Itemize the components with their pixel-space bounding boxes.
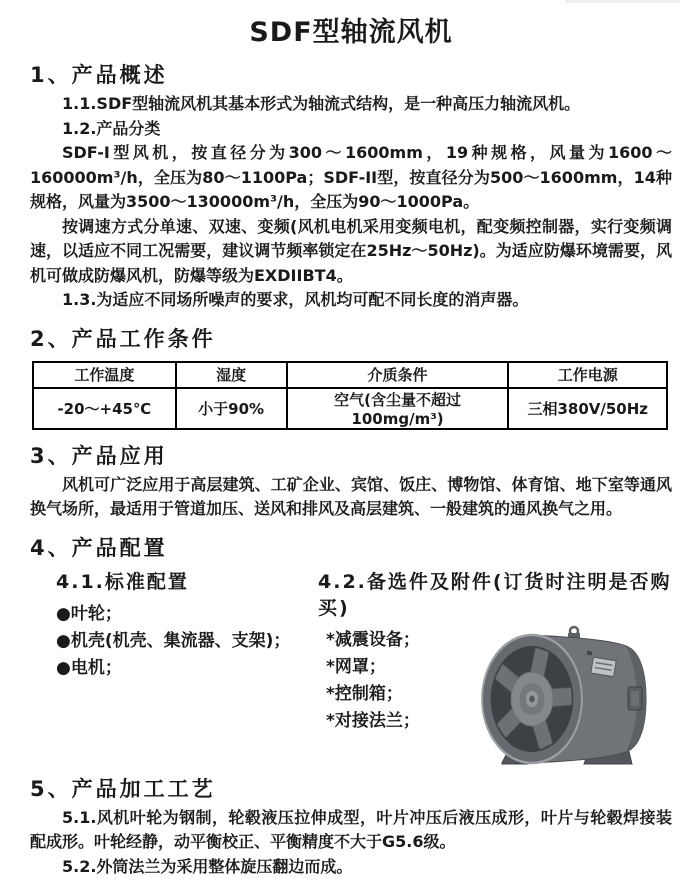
standard-config-column xyxy=(30,565,318,775)
list-item-mesh: *网罩； xyxy=(326,654,468,681)
list-item-impeller: ●叶轮； xyxy=(56,601,318,628)
section-2-heading: 2、产品工作条件 xyxy=(30,325,672,353)
section-5-para-5-2: 5.2.外筒法兰为采用整体旋压翻边而成。 xyxy=(30,855,672,879)
section-3-para-application: 风机可广泛应用于高层建筑、工矿企业、宾馆、饭庄、博物馆、体育馆、地下室等通风换气场所，最适用于管道加压、送风和排风及高层建筑、一般建筑的通风换气之用。 xyxy=(30,473,672,522)
header-cell-temperature: 工作温度 xyxy=(33,362,176,388)
section-1-para-classification: SDF-I型风机，按直径分为300～1600mm，19种规格，风量为1600～160000m³/h，全压为80～1100Pa；SDF-II型，按直径分为500～1600mm，14种规格，风量为3500～130000m³/h，全压为90～1000Pa。 xyxy=(30,141,672,215)
cell-temperature: -20～+45℃ xyxy=(33,388,176,429)
cell-medium: 空气(含尘量不超过100mg/m³) xyxy=(287,388,509,429)
list-item-motor: ●电机； xyxy=(56,655,318,682)
table-header-row xyxy=(33,362,667,388)
section-4-heading: 4、产品配置 xyxy=(30,534,672,562)
section-3-heading: 3、产品应用 xyxy=(30,442,672,470)
optional-config-body xyxy=(318,627,672,775)
optional-config-column xyxy=(318,565,672,775)
table-row xyxy=(33,388,667,429)
header-cell-humidity: 湿度 xyxy=(176,362,287,388)
fan-nameplate-rivet xyxy=(587,650,593,655)
list-item-controlbox: *控制箱； xyxy=(326,681,468,708)
axial-fan-product-photo xyxy=(468,623,658,775)
list-item-damping: *减震设备； xyxy=(326,627,468,654)
header-cell-power: 工作电源 xyxy=(508,362,667,388)
optional-config-list xyxy=(318,627,468,735)
axial-fan-illustration xyxy=(468,623,658,775)
section-1-para-1-2: 1.2.产品分类 xyxy=(30,117,672,142)
standard-config-list xyxy=(30,601,318,682)
section-1-para-1-1: 1.1.SDF型轴流风机其基本形式为轴流式结构，是一种高压力轴流风机。 xyxy=(30,92,672,117)
section-5-heading: 5、产品加工工艺 xyxy=(30,775,672,803)
header-cell-medium: 介质条件 xyxy=(287,362,509,388)
section-1-heading: 1、产品概述 xyxy=(30,61,672,89)
page-title: SDF型轴流风机 xyxy=(30,10,672,49)
standard-config-heading: 4.1.标准配置 xyxy=(30,569,318,595)
optional-config-heading: 4.2.备选件及附件(订货时注明是否购买) xyxy=(318,569,672,621)
section-5-para-5-1: 5.1.风机叶轮为钢制，轮毂液压拉伸成型，叶片冲压后液压成形，叶片与轮毂焊接装配成形。叶轮经静，动平衡校正、平衡精度不大于G5.6级。 xyxy=(30,806,672,855)
fan-junction-box-cover xyxy=(631,691,639,706)
list-item-flange: *对接法兰； xyxy=(326,708,468,735)
page-top-artifact-strip xyxy=(565,0,680,3)
fan-hub-nut xyxy=(529,695,534,702)
working-conditions-table xyxy=(32,361,668,430)
cell-humidity: 小于90% xyxy=(176,388,287,429)
fan-nameplate xyxy=(591,657,616,676)
section-1-para-speed-control: 按调速方式分单速、双速、变频(风机电机采用变频电机，配变频控制器，实行变频调速，以适应不同工况需要，建议调节频率锁定在25Hz～50Hz)。为适应防爆环境需要，风机可做成防爆风机，防爆等级为EXDIIBT4。 xyxy=(30,215,672,289)
list-item-casing: ●机壳(机壳、集流器、支架)； xyxy=(56,628,318,655)
fan-front-assembly xyxy=(482,635,582,763)
section-1-para-1-3: 1.3.为适应不同场所噪声的要求，风机均可配不同长度的消声器。 xyxy=(30,288,672,313)
cell-power: 三相380V/50Hz xyxy=(508,388,667,429)
configuration-columns xyxy=(30,565,672,775)
